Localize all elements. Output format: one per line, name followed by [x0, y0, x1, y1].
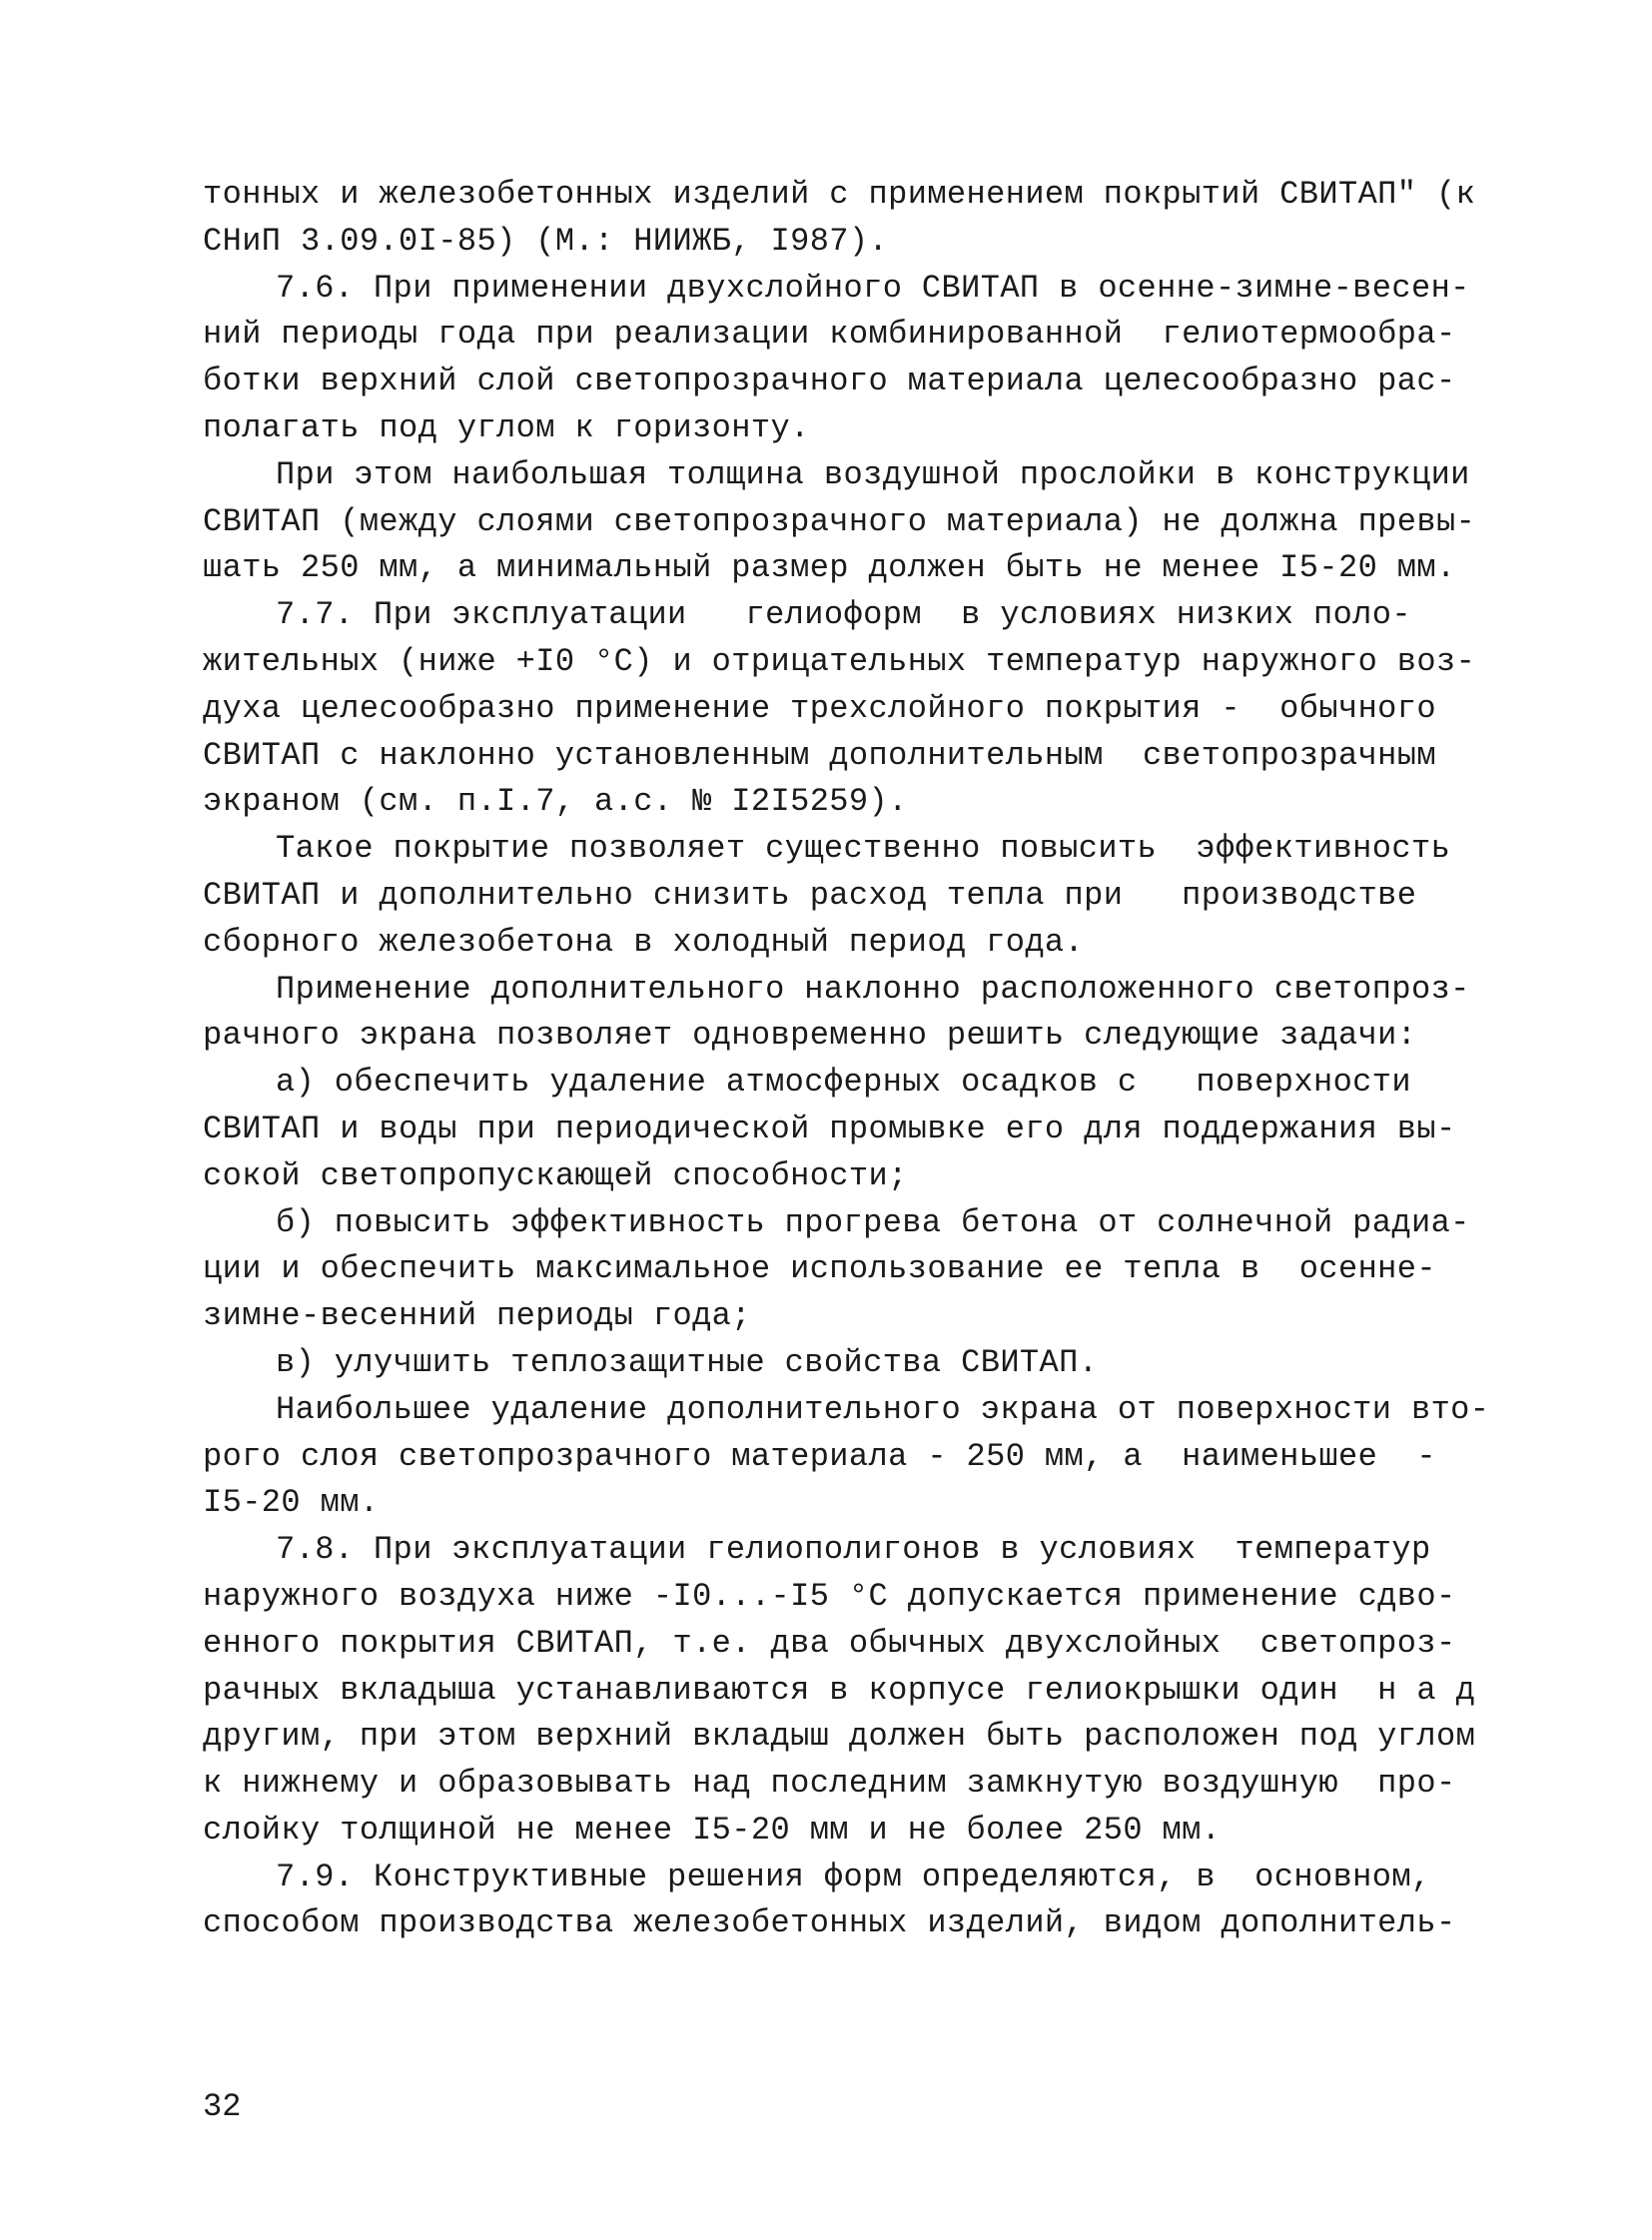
text-line: рого слоя светопрозрачного материала - 250 мм, а наименьшее - — [203, 1437, 1436, 1475]
text-line: полагать под углом к горизонту. — [203, 408, 810, 446]
paragraph-continuation — [203, 172, 1476, 266]
paragraph-screen-distance — [203, 1387, 1490, 1527]
text-line: Применение дополнительного наклонно расположенного светопроз- — [276, 970, 1470, 1008]
text-line: способом производства железобетонных изделий, видом дополнитель- — [203, 1904, 1456, 1942]
text-line: экраном (см. п.I.7, а.с. № I2I5259). — [203, 783, 908, 821]
page-number: 32 — [203, 2088, 242, 2125]
text-line: сборного железобетона в холодный период года. — [203, 923, 1085, 961]
text-line: 7.9. Конструктивные решения форм определяются, в основном, — [276, 1858, 1431, 1895]
text-line: Такое покрытие позволяет существенно повысить эффективность — [276, 830, 1451, 868]
text-line: жительных (ниже +I0 °С) и отрицательных температур наружного воз- — [203, 642, 1476, 680]
paragraph-7-9 — [203, 1855, 1461, 1948]
text-line: ний периоды года при реализации комбинированной гелиотермообра- — [203, 316, 1456, 354]
text-line: СВИТАП и дополнительно снизить расход тепла при производстве — [203, 876, 1417, 914]
text-line: СНиП 3.09.0I-85) (М.: НИИЖБ, I987). — [203, 222, 889, 260]
paragraph-7-8 — [203, 1527, 1476, 1855]
text-line: рачных вкладыша устанавливаются в корпусе гелиокрышки один н а д — [203, 1671, 1476, 1709]
text-line: шать 250 мм, а минимальный размер должен быть не менее I5-20 мм. — [203, 549, 1456, 587]
text-line: ции и обеспечить максимальное использование ее тепла в осенне- — [203, 1250, 1436, 1288]
text-line: другим, при этом верхний вкладыш должен быть расположен под углом — [203, 1718, 1476, 1756]
text-line: сокой светопропускающей способности; — [203, 1156, 908, 1194]
text-line: тонных и железобетонных изделий с применением покрытий СВИТАП" (к — [203, 176, 1476, 213]
text-line: духа целесообразно применение трехслойного покрытия - обычного — [203, 689, 1436, 727]
text-line: ботки верхний слой светопрозрачного материала целесообразно рас- — [203, 363, 1456, 400]
text-line: а) обеспечить удаление атмосферных осадков с поверхности — [276, 1064, 1411, 1102]
text-line: 7.8. При эксплуатации гелиополигонов в условиях температур — [276, 1531, 1431, 1569]
paragraph-air-gap — [203, 452, 1476, 592]
text-line: наружного воздуха ниже -I0...-I5 °С допускается применение сдво- — [203, 1577, 1456, 1615]
list-item-a — [203, 1060, 1461, 1199]
text-line: СВИТАП с наклонно установленным дополнительным светопрозрачным — [203, 736, 1436, 774]
list-item-b — [203, 1200, 1470, 1340]
paragraph-coating-benefit — [203, 826, 1461, 966]
text-line: СВИТАП и воды при периодической промывке его для поддержания вы- — [203, 1110, 1456, 1147]
text-line: енного покрытия СВИТАП, т.е. два обычных двухслойных светопроз- — [203, 1624, 1456, 1662]
text-line: I5-20 мм. — [203, 1484, 380, 1522]
text-line: 7.7. При эксплуатации гелиоформ в условиях низких поло- — [276, 596, 1411, 634]
body-text — [203, 172, 1490, 1947]
text-line: слойку толщиной не менее I5-20 мм и не более 250 мм. — [203, 1811, 1222, 1849]
paragraph-7-7 — [203, 592, 1476, 826]
text-line: СВИТАП (между слоями светопрозрачного материала) не должна превы- — [203, 502, 1476, 540]
text-line: Наибольшее удаление дополнительного экрана от поверхности вто- — [276, 1390, 1490, 1428]
text-line: к нижнему и образовывать над последним замкнутую воздушную про- — [203, 1765, 1456, 1803]
text-line: б) повысить эффективность прогрева бетона от солнечной радиа- — [276, 1203, 1470, 1241]
text-line: в) улучшить теплозащитные свойства СВИТАП. — [276, 1343, 1099, 1381]
text-line: рачного экрана позволяет одновременно решить следующие задачи: — [203, 1017, 1417, 1055]
list-item-v — [203, 1340, 1461, 1387]
paragraph-screen-tasks — [203, 967, 1470, 1061]
text-line: зимне-весенний периоды года; — [203, 1297, 751, 1335]
text-line: При этом наибольшая толщина воздушной прослойки в конструкции — [276, 455, 1470, 493]
text-line: 7.6. При применении двухслойного СВИТАП в осенне-зимне-весен- — [276, 269, 1470, 307]
paragraph-7-6 — [203, 266, 1470, 452]
